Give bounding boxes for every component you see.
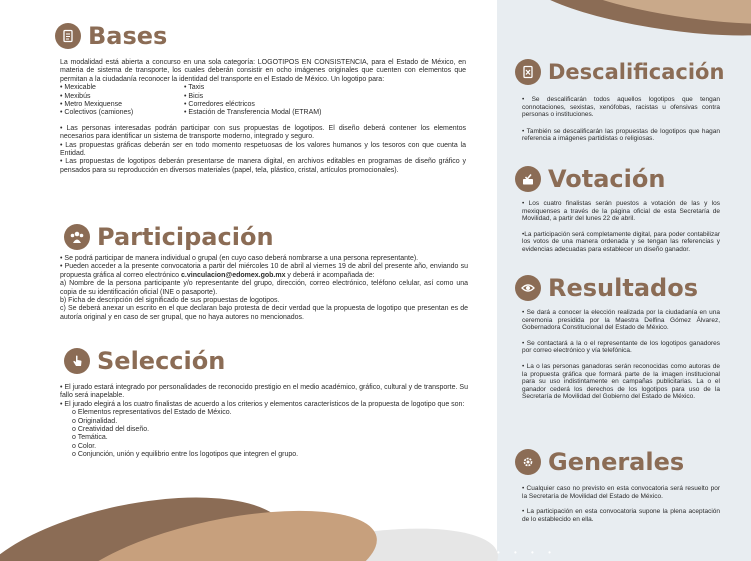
transport-list-col2 xyxy=(184,84,384,118)
participacion-c: c) Se deberá anexar un escrito en el que declaran bajo protesta de decir verdad que la propuesta de logotipo que presentan es de autoría original y en caso de ser grupal, que no haya autores no mencionados. xyxy=(60,305,468,321)
contact-email[interactable]: c.vinculacion@edomex.gob.mx xyxy=(181,271,286,279)
seleccion-body xyxy=(60,384,468,460)
list-item: • Taxis xyxy=(184,84,205,92)
transport-list xyxy=(60,84,466,118)
bases-p3: • Las propuestas de logotipos deberán presentarse de manera digital, en archivos editables en programas de diseño gráfico y pensados para su reproducción en diversos materiales (papel, tela, plástico, cristal, artículos promocionales). xyxy=(60,158,466,174)
bases-title: Bases xyxy=(88,22,168,50)
bases-intro: La modalidad está abierta a concurso en una sola categoría: LOGOTIPOS EN CONSISTENCIA, para el Estado de México, en materia de sistema de transporte, los cuales deberán consistir en ocho imágenes originales que cuenten con elementos que permitan a la ciudadanía reconocer la identidad del transporte en el Estado de México. Un logotipo para: xyxy=(60,59,466,83)
descalificacion-p1: • Se descalificarán todos aquellos logotipos que tengan connotaciones, sexistas, xenófobas, racistas u ofensivas contra personas o instituciones. xyxy=(522,96,720,119)
bases-body xyxy=(60,59,466,175)
votacion-body xyxy=(522,200,720,254)
participacion-title: Participación xyxy=(97,223,274,251)
document-checklist-icon xyxy=(55,23,81,49)
participacion-b: b) Ficha de descripción del significado de sus propuestas de logotipos. xyxy=(60,297,280,305)
participacion-body xyxy=(60,255,468,322)
list-item: • Mexibús xyxy=(60,92,91,100)
participacion-p2-tail: y deberá ir acompañada de: xyxy=(285,271,375,279)
resultados-p2: • Se contactará a la o el representante de los logotipos ganadores por correo electrónico y vía telefónica. xyxy=(522,339,720,355)
list-item: • Mexicable xyxy=(60,84,96,92)
seleccion-p2: • El jurado elegirá a los cuatro finalistas de acuerdo a los criterios y elementos característicos de la propuesta de logotipo que son: xyxy=(60,400,465,408)
participacion-heading xyxy=(64,223,274,251)
resultados-heading xyxy=(515,274,698,302)
decorative-dots: • • • • xyxy=(497,548,557,557)
votacion-p2: •La participación será completamente digital, para poder contabilizar los votos de una manera ordenada y se tengan las referencias y evidencias adecuadas para establecer un diseño ganador. xyxy=(522,230,720,253)
list-item: • Estación de Transferencia Modal (ETRAM) xyxy=(184,109,322,117)
generales-p1: • Cualquier caso no previsto en esta convocatoria será resuelto por la Secretaría de Movilidad del Estado de México. xyxy=(522,485,720,500)
gear-icon xyxy=(515,449,541,475)
transport-list-col1 xyxy=(60,84,184,118)
seleccion-heading xyxy=(64,347,225,375)
generales-heading xyxy=(515,448,684,476)
criteria-item: o Color. xyxy=(72,442,97,450)
descalificacion-heading xyxy=(515,58,724,86)
participacion-p1: • Se podrá participar de manera individual o grupal (en cuyo caso deberá nombrarse a una persona representante). xyxy=(60,255,419,262)
votacion-heading xyxy=(515,165,665,193)
descalificacion-title: Descalificación xyxy=(548,60,725,84)
votacion-title: Votación xyxy=(548,165,666,193)
descalificacion-p2: • También se descalificarán las propuestas de logotipos que hagan referencia a imágenes partidistas o religiosas. xyxy=(522,127,720,143)
participacion-p2-text: • Pueden acceder a la presente convocatoria a partir del miércoles 10 de abril al viernes 19 de abril del presente año, enviando su propuesta gráfica al correo electrónico xyxy=(60,263,468,279)
bases-p2: • Las propuestas gráficas deberán ser en todo momento respetuosas de los valores humanos y los tesoros con que cuenta la Entidad. xyxy=(60,141,466,158)
seleccion-p1: • El jurado estará integrado por personalidades de reconocido prestigio en el medio académico, gráfico, cultural y de transporte. Su fallo será inapelable. xyxy=(60,384,468,400)
descalificacion-body xyxy=(522,96,720,143)
participacion-p2 xyxy=(60,263,468,280)
generales-body xyxy=(522,485,720,523)
generales-p2: • La participación en esta convocatoria supone la plena aceptación de lo establecido en ella. xyxy=(522,508,720,523)
group-people-icon xyxy=(64,224,90,250)
document-cancel-icon xyxy=(515,59,541,85)
hand-pointer-icon xyxy=(64,348,90,374)
resultados-p3: • La o las personas ganadoras serán reconocidas como autoras de la propuesta gráfica que formará parte de la imagen institucional para su uso indistintamente en campañas publicitarias. La o el ganador cederá los derechos de los logotipos para uso de la Secretaría de Movilidad del Gobierno del Estado de México. xyxy=(522,362,720,401)
ballot-box-icon xyxy=(515,166,541,192)
bases-p1: • Las personas interesadas podrán participar con sus propuestas de logotipos. El diseño deberá contener los elementos necesarios para identificar un sistema de transporte moderno, integrado y seguro. xyxy=(60,124,466,141)
generales-title: Generales xyxy=(548,448,685,476)
resultados-body xyxy=(522,309,720,401)
criteria-item: o Temática. xyxy=(72,434,108,442)
criteria-item: o Conjunción, unión y equilibrio entre los logotipos que integren el grupo. xyxy=(72,451,299,459)
resultados-p1: • Se dará a conocer la elección realizada por la ciudadanía en una ceremonia presidida por la Maestra Delfina Gómez Álvarez, Gobernadora Constitucional del Estado de México. xyxy=(522,309,720,332)
eye-icon xyxy=(515,275,541,301)
participacion-a: a) Nombre de la persona participante y/o representante del grupo, dirección, correo electrónico, teléfono celular, así como una copia de su identificación oficial (INE o pasaporte). xyxy=(60,280,468,296)
bases-heading xyxy=(55,22,167,50)
criteria-item: o Elementos representativos del Estado de México. xyxy=(72,409,232,417)
list-item: • Metro Mexiquense xyxy=(60,101,122,109)
resultados-title: Resultados xyxy=(548,274,698,302)
criteria-list xyxy=(60,409,468,459)
criteria-item: o Creatividad del diseño. xyxy=(72,426,150,434)
criteria-item: o Originalidad. xyxy=(72,417,118,425)
seleccion-title: Selección xyxy=(97,347,226,375)
list-item: • Bicis xyxy=(184,92,204,100)
list-item: • Colectivos (camiones) xyxy=(60,109,134,117)
votacion-p1: • Los cuatro finalistas serán puestos a votación de las y los mexiquenses a través de la página oficial de esta Secretaría de Movilidad, a partir del lunes 22 de abril. xyxy=(522,200,720,223)
list-item: • Corredores eléctricos xyxy=(184,101,255,109)
